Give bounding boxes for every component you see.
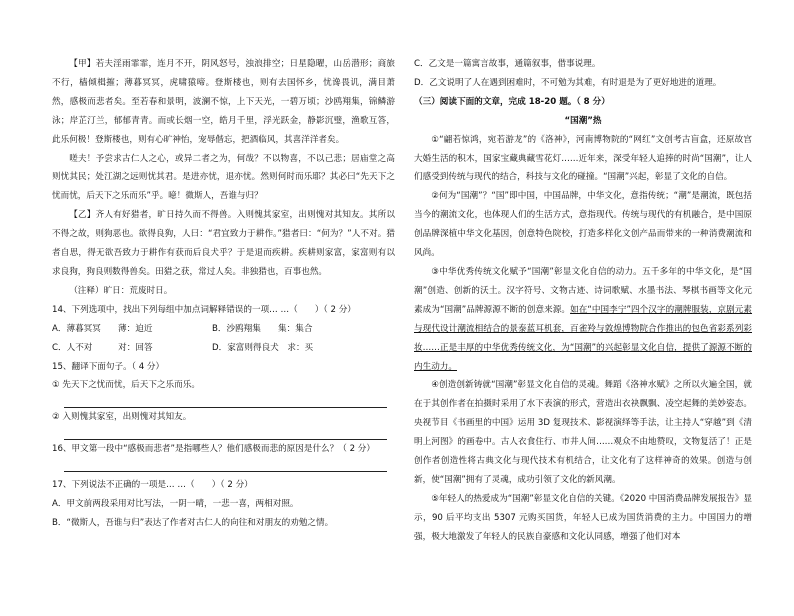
article-para3-text: ③中华优秀传统文化赋予“国潮”彰显文化自信的动力。五千多年的中华文化，是“国潮”创造、创新的沃土。汉字符号、文物古迹、诗词歌赋、水墨书法、琴棋书画等文化元素成为“国潮”品牌源源不断的创意来源。 [414,266,752,315]
answer-line-15-1[interactable] [64,395,387,408]
q17-option-c: C．乙文是一篇寓言故事，通篇叙事，借事说理。 [414,59,601,69]
article-para3-underlined: 如在“中国李宁”四个汉字的潮牌服装，京剧元素与现代设计潮流相结合的景泰蓝耳机套，百雀羚与敦煌博物院合作推出的包色省彩系列彩妆……正是丰厚的中华优秀传统文化，为“国潮”的兴起彰显文化自信，提供了源源不断的内生动力。 [414,304,753,372]
passage-yi: 【乙】齐人有好猎者，旷日持久而不得兽。入则愧其家室，出则愧对其知友。其所以不得之故，则狗恶也。欲得良狗，人曰：“君宜致力于耕作。”猎者曰：“何为？”人不对。猎者自思，得无欲吾致力于耕作有获而后良犬乎？于是退而疾耕。疾耕则家富，家富则有以求良狗，狗良则数得兽矣。田猎之获，常过人矣。非独猎也，百事也然。 [52,210,395,277]
question-14-stem: 14、下列选项中，找出下列每组中加点词解释错误的一项… …（ ）（ 2 分） [52,304,356,315]
q14-option-d: D．家富则得良犬 求：买 [212,342,314,353]
article-para4: ④创造创新铸就“国潮”彰显文化自信的灵魂。舞蹈《洛神水赋》之所以火遍全国，就在于其创作者在拍摄时采用了水下表演的形式，营造出衣袂飘飘、凌空起舞的美妙姿态。央视节目《书画里的中国》运用 3D 复现技术、影视演绎等手法，让主持人“穿越”到《清明上河图》的画卷中。古人衣食住行、市井人间……观众不由地赞叹，文物复活了！正是创作者创造性将古典文化与现代技术有机结合，让文化有了这样神奇的效果。创造与创新，使“国潮”拥有了灵魂，成功引领了文化的新风潮。 [414,380,752,485]
article-title: “国潮”热 [564,115,602,126]
q17-option-d: D．乙文说明了人在遇到困难时，不可勉为其难，有时退是为了更好地进的道理。 [414,77,722,88]
q14-option-c: C．人不对 对：回答 [52,342,153,353]
question-14-options-row2 [52,339,395,358]
article-para5: ⑤年轻人的热爱成为“国潮”彰显文化自信的关键。《2020 中国消费品牌发展报告》显示，90 后平均支出 5307 元购买国货，年轻人已成为国货消费的主力。中国国力的增强，极大地激发了年轻人的民族自豪感和文化认同感，增强了他们对本 [414,493,752,542]
article-para2: ②何为“国潮”？“国”即中国，中国品牌，中华文化，意指传统；“潮”是潮流，既包括当今的潮流文化，也体现人们的生活方式，意指现代。传统与现代的有机融合，是中国原创品牌深植中华文化基因，创意特色院校，打造多样化文创产品而带来的一种消费潮流和风尚。 [414,191,752,259]
question-15-item1: ① 先天下之忧而忧，后天下之乐而乐。 [52,380,200,391]
passage-jia-para2: 嗟夫！予尝求古仁人之心，或异二者之为，何哉？不以物喜，不以己悲；居庙堂之高则忧其民；处江湖之远则忧其君。是进亦忧，退亦忧。然则何时而乐耶？其必曰“先天下之忧而忧，后天下之乐而乐”乎。噫！微斯人，吾谁与归？ [52,153,395,202]
q14-option-b: B．沙鸥翔集 集：集合 [212,323,313,334]
q14-option-a: A．薄暮冥冥 薄：迫近 [52,323,153,334]
right-column [414,0,752,616]
question-14-options-row1 [52,320,395,339]
section-heading: （三）阅读下面的文章，完成 18-20 题。（ 8 分） [414,96,610,107]
article-para1: ①“翩若惊鸿，宛若游龙”的《洛神》，河南博物院的“网红”文创考古盲盒，还原故宫大婚生活的积木，国家宝藏典藏雪花灯……近年来，深受年轻人追捧的时尚“国潮”，让人们感受到传统与现代的结合，科技与文化的碰撞。“国潮”兴起，彰显了文化的自信。 [414,134,752,183]
q17-option-b: B．“微斯人，吾谁与归”表达了作者对古仁人的向往和对朋友的劝勉之情。 [52,517,334,528]
question-17-stem: 17、下列说法不正确的一项是… …（ ）（ 2 分） [52,480,253,491]
passage-note: （注释）旷日：荒废时日。 [69,285,173,296]
passage-jia-para1: 【甲】若夫淫雨霏霏，连月不开，阴风怒号，浊浪排空；日星隐曜，山岳潜形；商旅不行，樯倾楫摧；薄暮冥冥，虎啸猿啼。登斯楼也，则有去国怀乡，忧谗畏讥，满目萧然，感极而悲者矣。至若春和景明，波澜不惊，上下天光，一碧万顷；沙鸥翔集，锦鳞游泳；岸芷汀兰，郁郁青青。而或长烟一空，皓月千里，浮光跃金，静影沉璧，渔歌互答，此乐何极！登斯楼也，则有心旷神怡，宠辱偕忘，把酒临风，其喜洋洋者矣。 [52,59,395,145]
article-para3 [414,263,752,376]
q17-option-a: A．甲文前两段采用对比写法，一阴一晴，一悲一喜，两相对照。 [52,499,299,510]
question-15-item2: ② 入则愧其家室，出则愧对其知友。 [52,412,192,423]
question-16-stem: 16、甲文第一段中“感极而悲者”是指哪些人？他们感极而悲的原因是什么？（ 2 分） [52,444,375,455]
answer-line-15-2[interactable] [64,427,387,440]
question-15-stem: 15、翻译下面句子。（ 4 分） [52,361,165,372]
left-column [52,0,395,616]
answer-line-16[interactable] [64,459,387,472]
